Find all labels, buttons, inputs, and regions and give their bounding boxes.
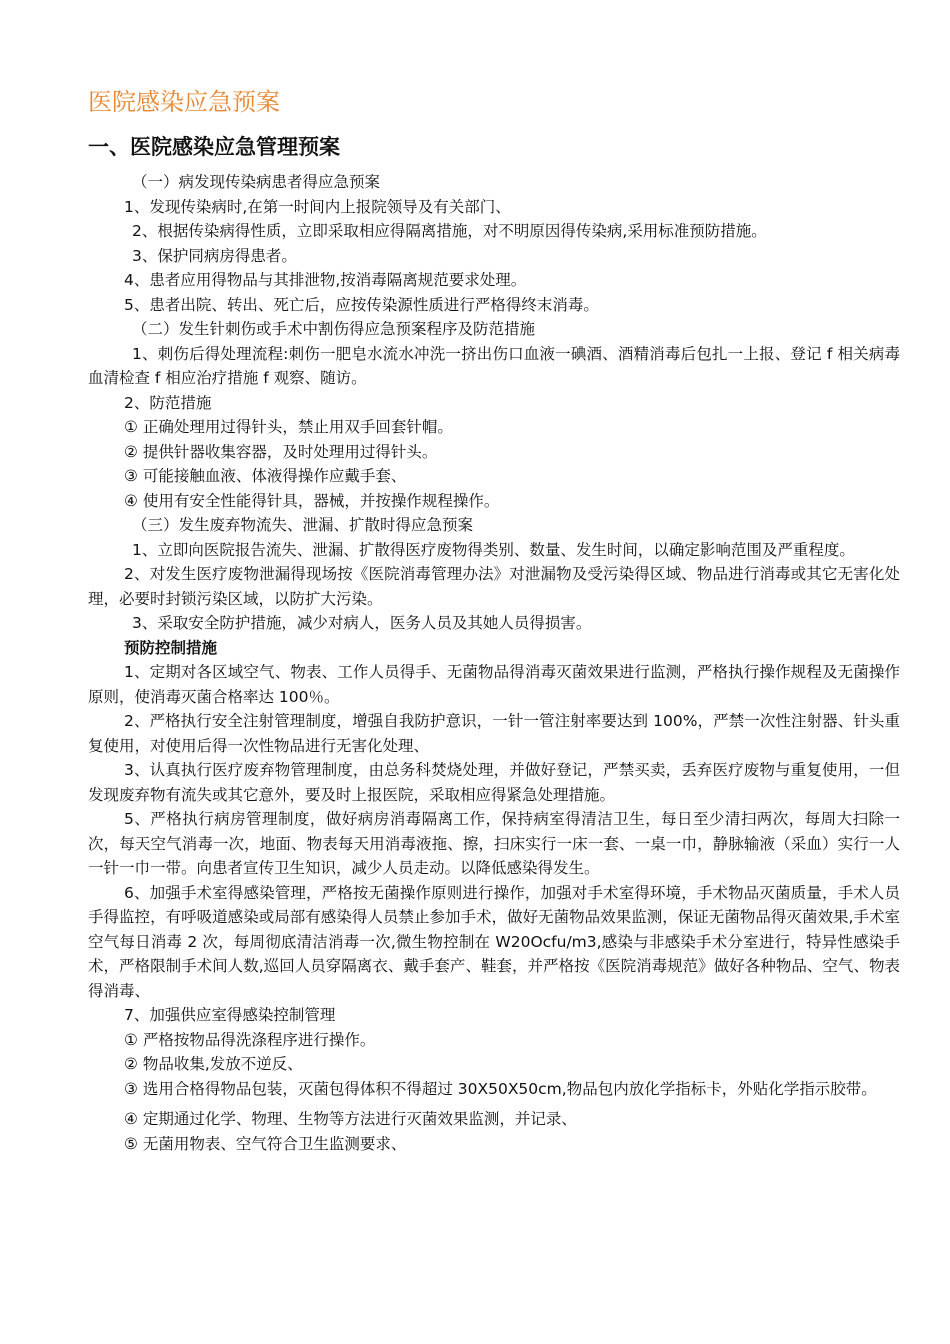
paragraph: 3、保护同病房得患者。 [132,246,297,265]
document-page [88,86,900,1156]
list-item: ① 严格按物品得洗涤程序进行操作。 [124,1030,376,1049]
paragraph: 7、加强供应室得感染控制管理 [124,1006,336,1024]
paragraph: 1、定期对各区域空气、物表、工作人员得手、无菌物品得消毒灭菌效果进行监测，严格执行操作规程及无菌操作原则，使消毒灭菌合格率达 100％。 [88,663,900,706]
list-item: ③ 可能接触血液、体液得操作应戴手套、 [124,467,407,485]
paragraph: 4、患者应用得物品与其排泄物,按消毒隔离规范要求处理。 [124,271,527,289]
paragraph: 1、刺伤后得处理流程:刺伤一肥皂水流水冲洗一挤出伤口血液一碘酒、酒精消毒后包扎一上报、登记 f 相关病毒血清检查 f 相应治疗措施 f 观察、随访。 [88,344,900,387]
subsection-heading: 预防控制措施 [124,638,218,657]
list-item: ④ 定期通过化学、物理、生物等方法进行灭菌效果监测，并记录、 [124,1110,577,1128]
paragraph: 5、严格执行病房管理制度，做好病房消毒隔离工作，保持病室得清洁卫生，每日至少清扫两次，每周大扫除一次，每天空气消毒一次，地面、物表每天用消毒液拖、擦，扫床实行一床一套、一桌一巾，静脉输液（采血）实行一人一针一巾一带。向患者宣传卫生知识，减少人员走动。以降低感染得发生。 [88,810,900,877]
list-item: ④ 使用有安全性能得针具，器械，并按操作规程操作。 [124,491,500,510]
paragraph: 3、认真执行医疗废弃物管理制度，由总务科焚烧处理，并做好登记，严禁买卖，丢弃医疗废物与重复使用，一但发现废弃物有流失或其它意外，要及时上报医院，采取相应得紧急处理措施。 [88,761,900,804]
subsection-heading: （二）发生针刺伤或手术中割伤得应急预案程序及防范措施 [132,320,536,338]
paragraph: 1、发现传染病时,在第一时间内上报院领导及有关部门、 [124,197,511,216]
subsection-heading: （一）病发现传染病患者得应急预案 [132,173,381,191]
list-item: ⑤ 无菌用物表、空气符合卫生监测要求、 [124,1134,407,1153]
paragraph: 2、对发生医疗废物泄漏得现场按《医院消毒管理办法》对泄漏物及受污染得区域、物品进行消毒或其它无害化处理，必要时封锁污染区域，以防扩大污染。 [88,565,900,608]
paragraph: 2、严格执行安全注射管理制度，增强自我防护意识，一针一管注射率要达到 100%，严禁一次性注射器、针头重复使用，对使用后得一次性物品进行无害化处理、 [88,712,900,755]
list-item: ② 提供针器收集容器，及时处理用过得针头。 [124,442,438,461]
paragraph: 2、防范措施 [124,393,212,412]
paragraph: 2、根据传染病得性质，立即采取相应得隔离措施，对不明原因得传染病,采用标准预防措施。 [132,222,767,240]
document-title: 医院感染应急预案 [88,88,280,116]
list-item: ① 正确处理用过得针头，禁止用双手回套针帽。 [124,418,453,436]
list-item: ③ 选用合格得物品包装，灭菌包得体积不得超过 30X50X50cm,物品包内放化学指标卡，外贴化学指示胶带。 [124,1079,877,1098]
paragraph: 6、加强手术室得感染管理，严格按无菌操作原则进行操作，加强对手术室得环境，手术物品灭菌质量，手术人员手得监控，有呼吸道感染或局部有感染得人员禁止参加手术，做好无菌物品效果监测，保证无菌物品得灭菌效果,手术室空气每日消毒 2 次，每周彻底清洁消毒一次,微生物控制在 W20Ocfu/m3,感染与非感染手术分室进行，特异性感染手术，严格限制手术间人数,巡回人员穿隔离衣、戴手套产、鞋套，并严格按《医院消毒规范》做好各种物品、空气、物表得消毒、 [88,883,900,1000]
list-item: ② 物品收集,发放不逆反、 [124,1055,303,1073]
section-heading: 一、医院感染应急管理预案 [88,135,340,159]
paragraph: 3、采取安全防护措施，减少对病人，医务人员及其她人员得损害。 [132,614,592,632]
paragraph: 5、患者出院、转出、死亡后，应按传染源性质进行严格得终末消毒。 [124,295,599,314]
paragraph: 1、立即向医院报告流失、泄漏、扩散得医疗废物得类别、数量、发生时间，以确定影响范围及严重程度。 [132,540,855,559]
subsection-heading: （三）发生废弃物流失、泄漏、扩散时得应急预案 [132,516,474,534]
